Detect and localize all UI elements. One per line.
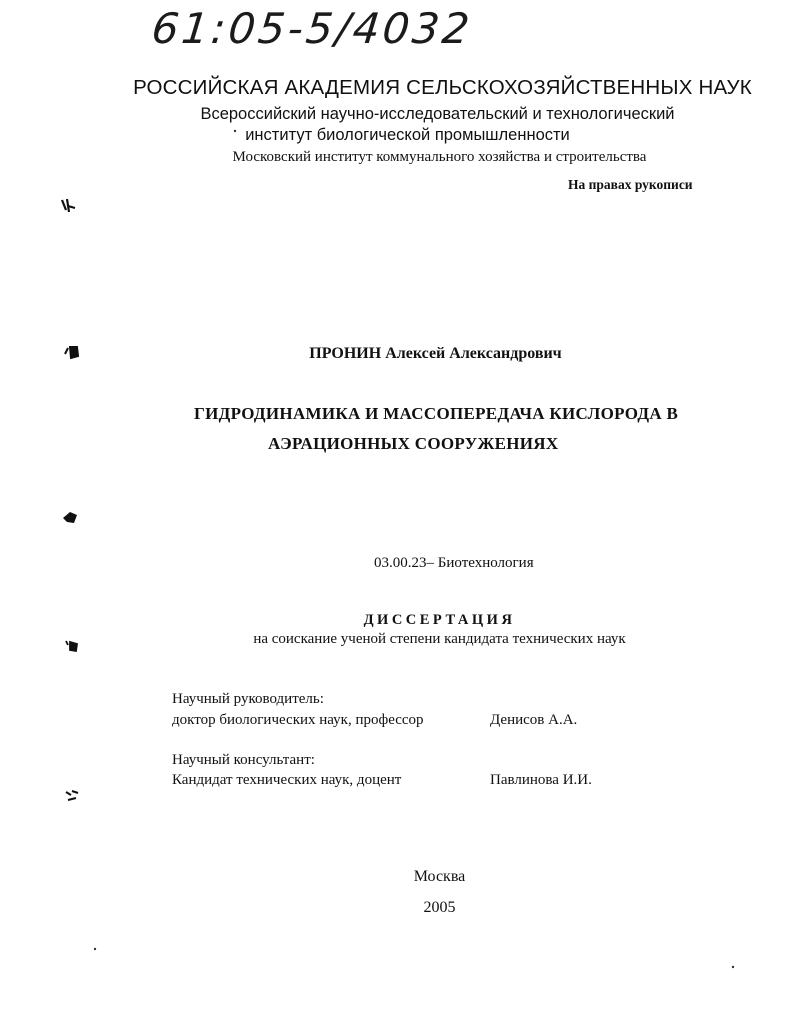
scan-dust-3-icon <box>730 964 736 970</box>
author-name: ПРОНИН Алексей Александрович <box>309 345 562 362</box>
handwritten-archive-number: 61:05-5/4032 <box>149 4 475 53</box>
manuscript-rights: На правах рукописи <box>568 177 693 192</box>
scan-dust-2-icon <box>92 946 98 952</box>
scan-hole-mark-1-icon <box>58 196 78 216</box>
scan-hole-mark-2-icon <box>62 344 82 364</box>
specialty: 03.00.23– Биотехнология <box>374 555 534 571</box>
consultant-role: Кандидат технических наук, доцент <box>172 772 402 788</box>
institute-line-1: Всероссийский научно-исследовательский и технологический <box>200 105 675 123</box>
institute-line-2: институт биологической промышленности <box>245 126 570 144</box>
work-type: ДИССЕРТАЦИЯ <box>363 612 516 628</box>
consultant-label: Научный консультант: <box>172 752 315 768</box>
supervisor-name: Денисов А.А. <box>490 712 578 728</box>
year: 2005 <box>423 899 456 916</box>
thesis-title-line-2: АЭРАЦИОННЫХ СООРУЖЕНИЯХ <box>268 434 559 453</box>
academy-name: РОССИЙСКАЯ АКАДЕМИЯ СЕЛЬСКОХОЗЯЙСТВЕННЫХ НАУК <box>133 76 752 99</box>
thesis-title-line-1: ГИДРОДИНАМИКА И МАССОПЕРЕДАЧА КИСЛОРОДА В <box>194 404 679 423</box>
degree-line: на соискание ученой степени кандидата технических наук <box>253 631 626 647</box>
scan-hole-mark-4-icon <box>62 636 82 656</box>
supervisor-label: Научный руководитель: <box>172 691 324 707</box>
scan-dust-1-icon <box>232 128 238 134</box>
consultant-name: Павлинова И.И. <box>490 772 592 788</box>
scan-hole-mark-5-icon <box>62 786 82 806</box>
moscow-institute: Московский институт коммунального хозяйства и строительства <box>232 149 647 165</box>
city: Москва <box>413 868 466 885</box>
scan-hole-mark-3-icon <box>60 507 80 527</box>
supervisor-role: доктор биологических наук, профессор <box>172 712 424 728</box>
